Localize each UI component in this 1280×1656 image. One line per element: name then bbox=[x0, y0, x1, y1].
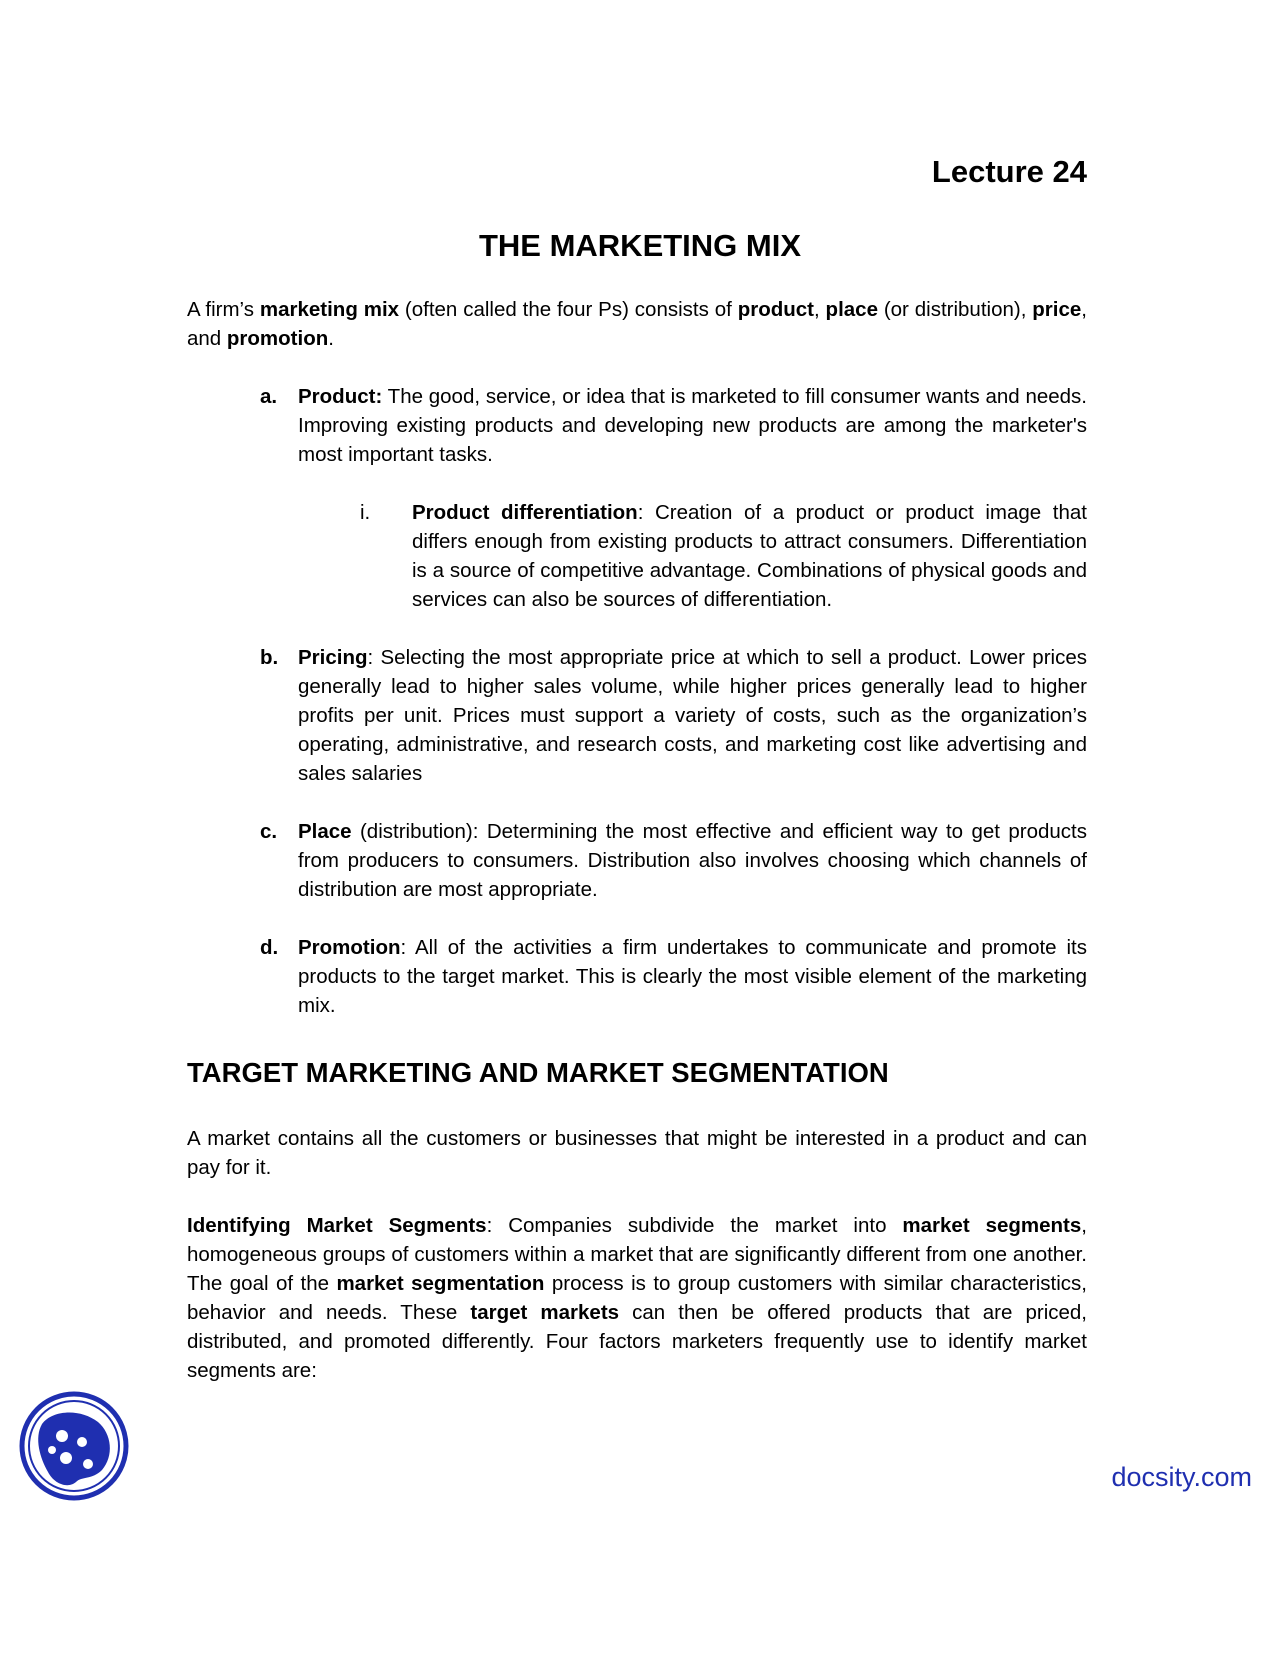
list-item-place: c. Place (distribution): Determining the most effective and efficient way to get products from producers to consumers. Distribution also involves choosing which channels of distribution are most appropriate. bbox=[260, 817, 1087, 904]
list-term: Product: bbox=[298, 385, 383, 408]
list-marker: d. bbox=[260, 936, 279, 959]
page-title: THE MARKETING MIX bbox=[478, 228, 802, 263]
list-marker: b. bbox=[260, 646, 279, 669]
market-paragraph: A market contains all the customers or businesses that might be interested in a product and can pay for it. bbox=[187, 1127, 1087, 1179]
list-term: Pricing bbox=[298, 646, 368, 669]
sublist-item-differentiation: i. Product differentiation: Creation of a product or product image that differs enough from existing products to attract consumers. Differentiation is a source of competitive advantage. Combinations of physical goods and services can also be sources of differentiation. bbox=[360, 498, 1087, 614]
intro-paragraph: A firm’s marketing mix (often called the four Ps) consists of product, place (or distribution), price, and promotion. bbox=[187, 298, 1087, 350]
list-item-pricing: b. Pricing: Selecting the most appropriate price at which to sell a product. Lower prices generally lead to higher sales volume, while higher prices generally lead to higher profits per unit. Prices must support a variety of costs, such as the organization’s operating, administrative, and research costs, and marketing cost like advertising and sales salaries bbox=[260, 643, 1087, 788]
list-marker: a. bbox=[260, 385, 278, 408]
list-item-product: a. Product: The good, service, or idea that is marketed to fill consumer wants and needs. Improving existing products and developing new products are among the marketer's most important tasks. bbox=[260, 382, 1087, 469]
list-marker: c. bbox=[260, 820, 278, 843]
segments-paragraph: Identifying Market Segments: Companies subdivide the market into market segments, homogeneous groups of customers within a market that are significantly different from one another. The goal of the market segmentation process is to group customers with similar characteristics, behavior and needs. These target markets can then be offered products that are priced, distributed, and promoted differently. Four factors marketers frequently use to identify market segments are: bbox=[187, 1214, 1087, 1382]
lecture-number: Lecture 24 bbox=[931, 154, 1087, 189]
sublist-term: Product differentiation bbox=[412, 501, 638, 524]
list-term: Promotion bbox=[298, 936, 401, 959]
section-heading: TARGET MARKETING AND MARKET SEGMENTATION bbox=[187, 1057, 889, 1088]
docsity-brand-link[interactable]: docsity.com bbox=[1111, 1462, 1252, 1492]
docsity-logo-icon bbox=[18, 1390, 130, 1502]
sublist-marker: i. bbox=[360, 501, 371, 524]
list-item-promotion: d. Promotion: All of the activities a firm undertakes to communicate and promote its products to the target market. This is clearly the most visible element of the marketing mix. bbox=[260, 933, 1087, 1020]
list-term: Place bbox=[298, 820, 352, 843]
